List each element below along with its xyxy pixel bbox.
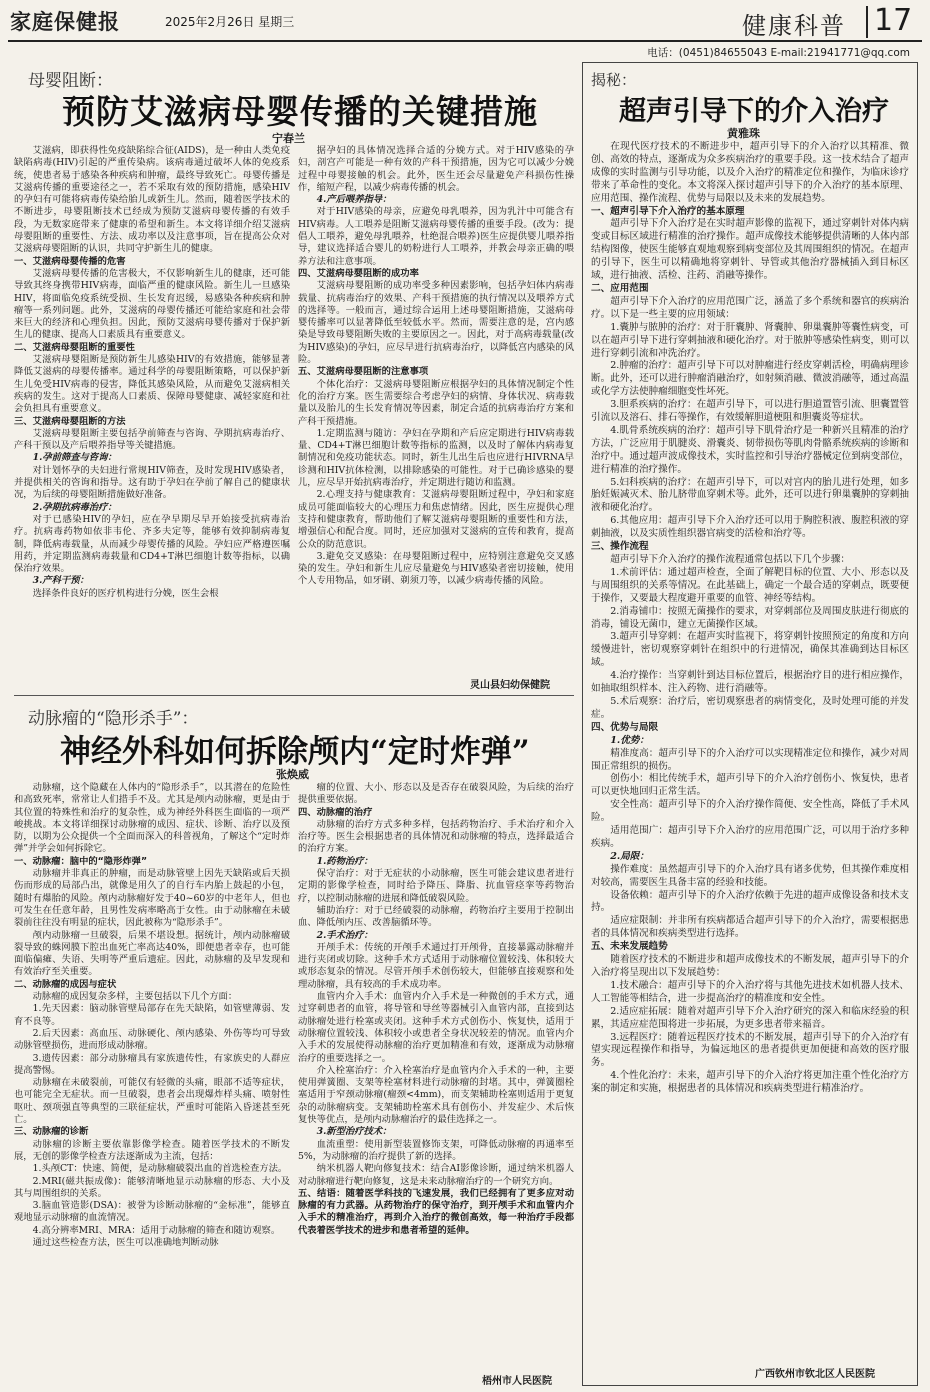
paragraph: 5.术后观察：治疗后，密切观察患者的病情变化，及时处理可能的并发症。 (591, 695, 909, 720)
paragraph: 5.妇科疾病的治疗：在超声引导下，可以对宫内的胎儿进行处理，如多胎妊娠减灭术、胎儿脐带血穿刺术等。此外，还可以进行卵巢囊肿的穿刺抽液和硬化治疗。 (591, 476, 909, 514)
article1-source: 灵山县妇幼保健院 (470, 680, 550, 691)
paragraph: 动脉瘤的成因复杂多样，主要包括以下几个方面： (32, 991, 238, 1003)
paragraph: 4.治疗操作：当穿刺针到达目标位置后，根据治疗目的进行相应操作，如抽取组织样本、注入药物、进行消融等。 (591, 670, 909, 695)
paragraph: 据孕妇的具体情况选择合适的分娩方式。对于HIV感染的孕妇，剖宫产可能是一种有效的产科干预措施，因为它可以减少分娩过程中母婴接触的机会。此外，医生还会尽量避免产科损伤性操作，缩短产程，以减少病毒传播的机会。 (298, 145, 574, 193)
section-heading: 三、操作流程 (591, 541, 649, 553)
paragraph: 通过这些检查方法，医生可以准确地判断动脉 (32, 1236, 219, 1248)
paragraph: 3.脑血管造影(DSA)：被誉为诊断动脉瘤的“金标准”，能够直观地显示动脉瘤的血流情况。 (14, 1200, 290, 1224)
paragraph: 2.肿瘤的治疗：超声引导下可以对肿瘤进行经皮穿刺活检，明确病理诊断。此外，还可以进行肿瘤消融治疗，如射频消融、微波消融等，通过高温或化学方法使肿瘤细胞变性坏死。 (591, 360, 909, 398)
article1-column-2 (298, 145, 574, 665)
paragraph: 对计划怀孕的夫妇进行常规HIV筛查，及时发现HIV感染者，并提供相关的咨询和指导。这有助于孕妇在孕前了解自己的健康状况，为后续的母婴阻断措施做好准备。 (14, 464, 290, 501)
sub-heading: 2.孕期抗病毒治疗： (32, 501, 117, 513)
paragraph: 超声引导下介入治疗的操作流程通常包括以下几个步骤： (610, 554, 851, 565)
paragraph: 选择条件良好的医疗机构进行分娩，医生会根 (32, 587, 219, 599)
section-heading: 二、动脉瘤的成因与症状 (14, 978, 117, 990)
paragraph: 保守治疗：对于无症状的小动脉瘤，医生可能会建议患者进行定期的影像学检查，同时给予降压、降脂、抗血管痉挛等药物治疗，以控制动脉瘤的进展和降低破裂风险。 (298, 868, 574, 904)
article2-source: 梧州市人民医院 (482, 1376, 552, 1387)
masthead-page-number: 17 (874, 3, 913, 38)
paragraph: 1.囊肿与脓肿的治疗：对于肝囊肿、肾囊肿、卵巢囊肿等囊性病变，可以在超声引导下进行穿刺抽液和硬化治疗。对于脓肿等感染性病变，则可以进行穿刺引流和冲洗治疗。 (591, 321, 909, 359)
article2-kicker: 动脉瘤的“隐形杀手”： (28, 709, 199, 729)
paragraph: 1.先天因素：脑动脉管壁局部存在先天缺陷，如管壁薄弱、发育不良等。 (14, 1003, 290, 1027)
article3-kicker: 揭秘： (591, 71, 637, 89)
section-heading: 五、结语：随着医学科技的飞速发展，我们已经拥有了更多应对动脉瘤的有力武器。从药物治疗的保守治疗，到开颅手术和血管内介入手术的精准治疗，再到介入治疗的微创高效，每一种治疗手段都代表着医学技术的进步和患者希望的延伸。 (298, 1187, 574, 1236)
paragraph: 4.肌骨系统疾病的治疗：超声引导下肌骨治疗是一种新兴且精准的治疗方法，广泛应用于肌腱炎、滑囊炎、韧带损伤等肌肉骨骼系统疾病的诊断和治疗中。通过超声波成像技术，实时监控和引导治疗器械定位到病变部位，进行精准的治疗操作。 (591, 424, 909, 475)
article2-column-2 (298, 782, 574, 1368)
paragraph: 动脉瘤在未破裂前，可能仅有轻微的头痛，眼部不适等症状，也可能完全无症状。而一旦破裂，患者会出现爆炸样头痛、喷射性呕吐、颈项强直等典型的三联征症状，严重时可能陷入昏迷甚至死亡。 (14, 1077, 290, 1126)
section-heading: 一、动脉瘤：脑中的“隐形炸弹” (14, 855, 148, 867)
paragraph: 动脉瘤的诊断主要依靠影像学检查。随着医学技术的不断发展，无创的影像学检查方法逐渐成为主流，包括： (14, 1138, 290, 1162)
paragraph: 随着医疗技术的不断进步和超声成像技术的不断发展，超声引导下的介入治疗将呈现出以下发展趋势： (591, 954, 909, 978)
paragraph: 艾滋病母婴阻断主要包括孕前筛查与咨询、孕期抗病毒治疗、产科干预以及产后喂养指导等关键措施。 (14, 427, 290, 452)
paragraph: 动脉瘤的治疗方式多种多样，包括药物治疗、手术治疗和介入治疗等。医生会根据患者的具体情况和动脉瘤的特点，选择最适合的治疗方案。 (298, 818, 574, 855)
paragraph: 瘤的位置、大小、形态以及是否存在破裂风险，为后续的治疗提供重要依据。 (298, 782, 574, 806)
paragraph: 超声引导下介入治疗是在实时超声影像的监视下，通过穿刺针对体内病变或目标区域进行精准的治疗操作。超声成像技术能够提供清晰的人体内部结构图像，使医生能够直观地观察到病变部位及其周围组织的情况。在超声的引导下，医生可以精确地将穿刺针、导管或其他治疗器械插入到目标区域，进行抽液、活检、注药、消融等操作。 (591, 218, 909, 282)
paragraph: 2.消毒铺巾：按照无菌操作的要求，对穿刺部位及周围皮肤进行彻底的消毒，铺设无菌巾，建立无菌操作区域。 (591, 605, 909, 630)
paragraph: 安全性高：超声引导下的介入治疗操作简便、安全性高，降低了手术风险。 (591, 799, 909, 824)
paragraph: 精准度高：超声引导下的介入治疗可以实现精准定位和操作，减少对周围正常组织的损伤。 (591, 747, 909, 772)
section-heading: 二、艾滋病母婴阻断的重要性 (14, 341, 135, 353)
paragraph: 创伤小：相比传统手术，超声引导下的介入治疗创伤小、恢复快，患者可以更快地回归正常生活。 (591, 773, 909, 798)
paragraph: 对于已感染HIV的孕妇，应在孕早期尽早开始接受抗病毒治疗。抗病毒药物如依非韦伦、齐多夫定等，能够有效抑制病毒复制，降低病毒载量，从而减少母婴传播的风险。孕妇应严格遵医嘱用药，并定期监测病毒载量和CD4+T淋巴细胞计数等指标，以确保治疗效果。 (14, 513, 290, 575)
paragraph: 2.MRI(磁共振成像)：能够清晰地显示动脉瘤的形态、大小及其与周围组织的关系。 (14, 1175, 290, 1199)
sub-heading: 3.产科干预： (32, 575, 89, 587)
sub-heading: 2.手术治疗： (316, 929, 373, 941)
masthead-rule (8, 40, 922, 42)
masthead-date: 2025年2月26日 星期三 (165, 15, 295, 29)
sub-heading: 2.局限： (610, 850, 649, 862)
paragraph: 2.心理支持与健康教育：艾滋病母婴阻断过程中，孕妇和家庭成员可能面临较大的心理压力和焦虑情绪。因此，医生应提供心理支持和健康教育，帮助他们了解艾滋病母婴阻断的重要性和方法，增强信心和配合度。同时，还应加强对艾滋病的宣传和教育，提高公众的防范意识。 (298, 489, 574, 550)
paragraph: 对于HIV感染的母亲，应避免母乳喂养，因为乳汁中可能含有HIV病毒。人工喂养是阻断艾滋病母婴传播的重要手段。(改为：提倡人工喂养，避免母乳喂养，杜绝混合喂养)医生应提供婴儿喂养指导，建议选择适合婴儿的奶粉进行人工喂养，并教会母亲正确的喂养方法和注意事项。 (298, 206, 574, 267)
article1-author: 宁春兰 (272, 132, 305, 145)
article1-kicker: 母婴阻断： (28, 71, 113, 91)
section-divider (14, 695, 574, 696)
paragraph: 艾滋病母婴阻断的成功率受多种因素影响，包括孕妇体内病毒载量、抗病毒治疗的效果、产科干预措施的执行情况以及喂养方式的选择等。一般而言，通过综合运用上述母婴阻断措施，艾滋病母婴传播率可以显著降低至较低水平。然而，需要注意的是，宫内感染是导致母婴阻断失败的主要原因之一。因此，对于高病毒载量(改为HIV感染)的孕妇，应尽早进行抗病毒治疗，以降低宫内感染的风险。 (298, 280, 574, 366)
sub-heading: 1.优势： (610, 734, 649, 746)
paragraph: 4.个性化治疗：未来，超声引导下的介入治疗将更加注重个性化治疗方案的制定和实施，根据患者的具体情况和疾病类型进行精准治疗。 (591, 1070, 909, 1095)
masthead-contact: 电话：(0451)84655043 E-mail:21941771@qq.com (647, 47, 910, 59)
section-heading: 三、动脉瘤的诊断 (14, 1126, 89, 1138)
paragraph: 3.超声引导穿刺：在超声实时监视下，将穿刺针按照预定的角度和方向缓慢进针，密切观察穿刺针在组织中的行进情况，确保其准确到达目标区域。 (591, 631, 909, 669)
paragraph: 1.术前评估：通过超声检查，全面了解靶目标的位置、大小、形态以及与周围组织的关系等情况。在此基础上，确定一个最合适的穿刺点，既要便于操作，又要最大程度避开重要的血管、神经等结构。 (591, 566, 909, 604)
paragraph: 1.技术融合：超声引导下的介入治疗将与其他先进技术如机器人技术、人工智能等相结合，进一步提高治疗的精准度和安全性。 (591, 979, 909, 1004)
masthead-section: 健康科普 (742, 12, 846, 40)
article3-author: 黄雅珠 (727, 127, 760, 140)
paragraph: 个体化治疗：艾滋病母婴阻断应根据孕妇的具体情况制定个性化的治疗方案。医生需要综合考虑孕妇的病情、身体状况、病毒载量以及胎儿的生长发育情况等因素，制定合适的抗病毒治疗方案和产科干预措施。 (298, 378, 574, 427)
article3-box (582, 62, 918, 1386)
article2-title: 神经外科如何拆除颅内“定时炸弹” (60, 734, 530, 770)
paragraph: 超声引导下介入治疗的应用范围广泛，涵盖了多个系统和器官的疾病治疗。以下是一些主要的应用领域： (591, 295, 909, 320)
section-heading: 三、艾滋病母婴阻断的方法 (14, 415, 126, 427)
paragraph: 在现代医疗技术的不断进步中，超声引导下的介入治疗以其精准、微创、高效的特点，逐渐成为众多疾病治疗的重要手段。这一技术结合了超声成像的实时监测与引导功能，以及介入治疗的精准定位和操作，为临床诊疗带来了革命性的变化。本文将深入探讨超声引导下的介入治疗的基本原理、应用范围、操作流程、优势与局限以及未来的发展趋势。 (591, 141, 909, 204)
paragraph: 1.头颅CT：快速、简便，是动脉瘤破裂出血的首选检查方法。 (32, 1163, 288, 1175)
sub-heading: 4.产后喂养指导： (316, 194, 392, 206)
paragraph: 4.高分辨率MRI、MRA：适用于动脉瘤的筛查和随访观察。 (32, 1224, 281, 1236)
paragraph: 6.其他应用：超声引导下介入治疗还可以用于胸腔积液、腹腔积液的穿刺抽液，以及实质性组织器官病变的活检和治疗等。 (591, 515, 909, 540)
article2-author: 张焕威 (276, 768, 309, 781)
paragraph: 介入栓塞治疗：介入栓塞治疗是血管内介入手术的一种，主要使用弹簧圈、支架等栓塞材料进行动脉瘤的封堵。其中，弹簧圈栓塞适用于窄颈动脉瘤(瘤颈<4mm)，而支架辅助栓塞则适用于更复杂的动脉瘤病变。支架辅助栓塞术具有创伤小、并发症少、术后恢复快等优点，是颅内动脉瘤治疗的最佳选择之一。 (298, 1064, 574, 1126)
section-heading: 四、动脉瘤的治疗 (298, 806, 373, 818)
paragraph: 2.后天因素：高血压、动脉硬化、颅内感染、外伤等均可导致动脉管壁损伤，进而形成动脉瘤。 (14, 1027, 290, 1052)
paragraph: 艾滋病母婴阻断是预防新生儿感染HIV的有效措施，能够显著降低艾滋病的母婴传播率。通过科学的母婴阻断策略，可以保护新生儿免受HIV病毒的侵害，降低其感染风险，从而避免艾滋病相关疾病的发生。这对于提高人口素质、保障母婴健康、减轻家庭和社会负担具有重要意义。 (14, 354, 290, 415)
article2-column-1 (14, 782, 290, 1384)
section-heading: 一、超声引导下介入治疗的基本原理 (591, 205, 745, 217)
paragraph: 动脉瘤并非真正的肿瘤，而是动脉管壁上因先天缺陷或后天损伤而形成的局部凸出，就像是用久了的自行车内胎上鼓起的小包，随时有爆胎的风险。颅内动脉瘤好发于40~60岁的中老年人，但也可发生在任意年龄，且男性发病率略高于女性。由于动脉瘤在未破裂前往往没有明显的症状，因此被称为“隐形杀手”。 (14, 868, 290, 929)
paragraph: 3.胆系疾病的治疗：在超声引导下，可以进行胆道置管引流、胆囊置管引流以及溶石、排石等操作，有效缓解胆道梗阻和胆囊炎等症状。 (591, 399, 909, 424)
paragraph: 3.遗传因素：部分动脉瘤具有家族遗传性，有家族史的人群应提高警惕。 (14, 1052, 290, 1076)
section-heading: 五、未来发展趋势 (591, 941, 668, 953)
paragraph: 3.远程医疗：随着远程医疗技术的不断发展，超声引导下的介入治疗有望实现远程操作和指导，为偏远地区的患者提供更加便捷和高效的医疗服务。 (591, 1031, 909, 1069)
article1-column-1 (14, 145, 290, 693)
paragraph: 适用范围广：超声引导下介入治疗的应用范围广泛，可以用于治疗多种疾病。 (591, 825, 909, 849)
article3-column (591, 141, 909, 1359)
article3-title: 超声引导下的介入治疗 (619, 96, 889, 127)
paragraph: 2.适应症拓展：随着对超声引导下介入治疗研究的深入和临床经验的积累，其适应症范围将进一步拓展，为更多患者带来福音。 (591, 1005, 909, 1030)
section-heading: 五、艾滋病母婴阻断的注意事项 (298, 366, 429, 378)
paragraph: 操作难度：虽然超声引导下的介入治疗具有诸多优势，但其操作难度相对较高，需要医生具备丰富的经验和技能。 (591, 863, 909, 888)
section-heading: 四、优势与局限 (591, 721, 659, 733)
paragraph: 颅内动脉瘤一旦破裂，后果不堪设想。据统计，颅内动脉瘤破裂导致的蛛网膜下腔出血死亡率高达40%，即便患者幸存，也可能面临偏瘫、失语、失明等严重后遗症。因此，动脉瘤的及早发现和有效治疗至关重要。 (14, 929, 290, 978)
paragraph: 艾滋病，即获得性免疫缺陷综合征(AIDS)，是一种由人类免疫缺陷病毒(HIV)引起的严重传染病。该病毒通过破坏人体的免疫系统，使患者易于感染各种疾病和肿瘤，最终导致死亡。母婴传播是艾滋病传播的重要途径之一，若不采取有效的预防措施，感染HIV的孕妇有可能将病毒传染给胎儿或新生儿。然而，随着医学技术的不断进步，母婴阻断技术已经成为预防艾滋病母婴传播的有效手段，为无数家庭带来了健康的希望和新生。本文将详细介绍艾滋病母婴阻断的重要性、方法、成功率以及注意事项，旨在提高公众对艾滋病母婴阻断的认识，共同守护新生儿的健康。 (14, 145, 290, 255)
paragraph: 血管内介入手术：血管内介入手术是一种微创的手术方式，通过穿刺患者的血管，将导管和导丝等器械引入血管内部，直接到达动脉瘤处进行栓塞或夹闭。这种手术方式创伤小、恢复快，适用于动脉瘤位置较浅、体积较小或患者全身状况较差的情况。血管内介入手术的发展使得动脉瘤的治疗更加精准和有效，逐渐成为动脉瘤治疗的重要选择之一。 (298, 991, 574, 1064)
section-heading: 二、应用范围 (591, 282, 649, 294)
paragraph: 辅助治疗：对于已经破裂的动脉瘤，药物治疗主要用于控制出血、降低颅内压、改善脑循环等。 (298, 904, 574, 929)
paragraph: 3.避免交叉感染：在母婴阻断过程中，应特别注意避免交叉感染的发生。孕妇和新生儿应尽量避免与HIV感染者密切接触，使用个人专用物品，如牙刷、剃须刀等，以减少病毒传播的风险。 (298, 550, 574, 587)
paragraph: 开颅手术：传统的开颅手术通过打开颅骨，直接暴露动脉瘤并进行夹闭或切除。这种手术方式适用于动脉瘤位置较浅、体积较大或形态复杂的情况。尽管开颅手术创伤较大，但能够直接观察和处理动脉瘤，具有较高的手术成功率。 (298, 941, 574, 990)
paragraph: 设备依赖：超声引导下的介入治疗依赖于先进的超声成像设备和技术支持。 (591, 889, 909, 914)
sub-heading: 3.新型治疗技术： (316, 1126, 392, 1138)
masthead-divider (866, 6, 868, 38)
section-heading: 四、艾滋病母婴阻断的成功率 (298, 267, 419, 279)
paragraph: 适应症限制：并非所有疾病都适合超声引导下的介入治疗，需要根据患者的具体情况和疾病类型进行选择。 (591, 915, 909, 940)
sub-heading: 1.药物治疗： (316, 855, 373, 867)
section-heading: 一、艾滋病母婴传播的危害 (14, 255, 126, 267)
paragraph: 血流重塑：使用新型装置修饰支架，可降低动脉瘤的再通率至5%，为动脉瘤的治疗提供了新的选择。 (298, 1138, 574, 1162)
paragraph: 纳米机器人靶向修复技术：结合AI影像诊断，通过纳米机器人对动脉瘤进行靶向修复，这是未来动脉瘤治疗的一个研究方向。 (298, 1163, 574, 1187)
paragraph: 1.定期监测与随访：孕妇在孕期和产后应定期进行HIV病毒载量、CD4+T淋巴细胞计数等指标的监测，以及时了解体内病毒复制情况和免疫功能状态。同时，新生儿出生后也应进行HIVRNA早诊测和HIV抗体检测，以排除感染的可能性。对于已确诊感染的婴儿，应尽早开始抗病毒治疗，并定期进行随访和监测。 (298, 427, 574, 489)
paragraph: 动脉瘤，这个隐藏在人体内的“隐形杀手”，以其潜在的危险性和高致死率，常常让人们措手不及。尤其是颅内动脉瘤，更是由于其位置的特殊性和治疗的复杂性，成为神经外科医生面临的一项严峻挑战。本文将详细探讨动脉瘤的成因、症状、诊断、治疗以及预防，以期为公众提供一个全面而深入的科普视角，了解这个“定时炸弹”并学会如何拆除它。 (14, 782, 290, 855)
article3-source: 广西钦州市钦北区人民医院 (755, 1369, 875, 1380)
article1-title: 预防艾滋病母婴传播的关键措施 (62, 92, 538, 131)
paragraph: 艾滋病母婴传播的危害极大，不仅影响新生儿的健康，还可能导致其终身携带HIV病毒，面临严重的健康风险。新生儿一旦感染HIV，将面临免疫系统受损、生长发育迟缓，易感染各种疾病和肿瘤等一系列问题。此外，艾滋病的母婴传播还可能给家庭和社会带来巨大的经济和心理负担。因此，预防艾滋病母婴传播对于保护新生儿的健康、提高人口素质具有重要意义。 (14, 267, 290, 341)
sub-heading: 1.孕前筛查与咨询： (32, 452, 117, 464)
masthead-paper-name: 家庭保健报 (10, 10, 120, 34)
